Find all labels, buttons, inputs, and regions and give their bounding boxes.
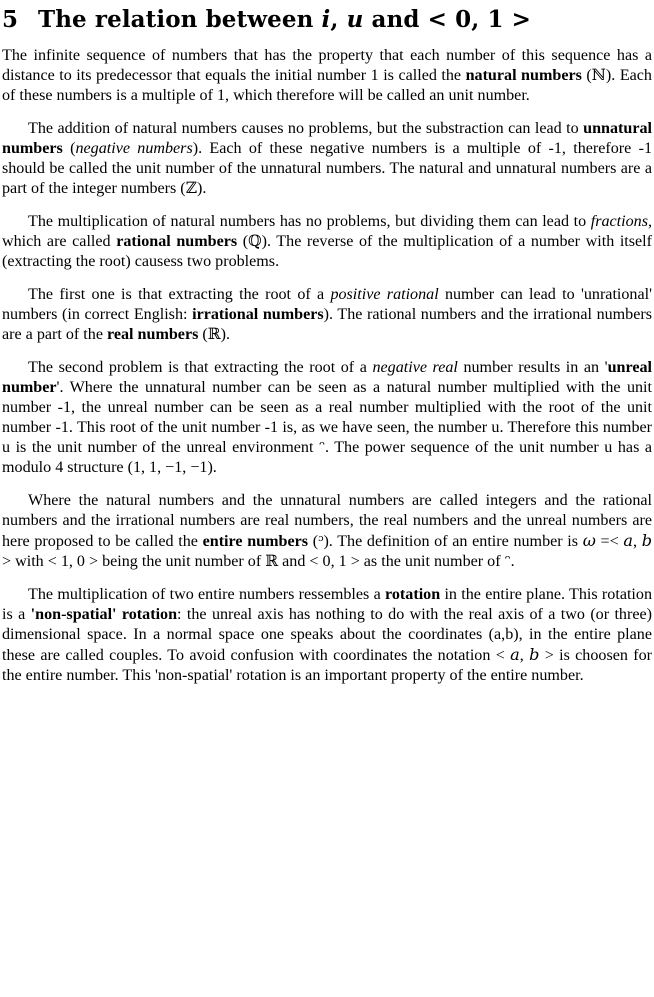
emphasis-bold: unreal number: [2, 359, 652, 397]
blackboard-symbol: ℝ: [265, 552, 279, 571]
blackboard-symbol: ᵔ: [318, 438, 325, 457]
text-run: The second problem is that extracting the root of a: [28, 359, 373, 376]
math-symbol: a: [510, 645, 520, 665]
text-run: ). Each of these numbers is a multiple of 1, which therefore will be called an unit number.: [2, 66, 652, 104]
text-run: > is choosen for the entire number. This 'non-spatial' rotation is an important property of the entire number.: [2, 647, 652, 685]
blackboard-symbol: ℕ: [591, 65, 606, 84]
blackboard-symbol: ℝ: [207, 324, 221, 343]
paragraph: [2, 212, 652, 272]
text-run: number can lead to 'unrational' numbers (in correct English:: [2, 285, 652, 323]
emphasis-italic: positive rational: [330, 285, 439, 303]
section-number: 5: [2, 6, 19, 33]
text-run: . The power sequence of the unit number u has a modulo 4 structure (1, 1, −1, −1).: [2, 439, 652, 477]
text-run: The multiplication of natural numbers has no problems, but dividing them can lead to: [28, 212, 591, 230]
text-run: Where the natural numbers and the unnatural numbers are called integers and the rational numbers and the irrational numbers are real numbers, the real numbers and the unreal numbers are here proposed to be called the: [2, 492, 652, 551]
blackboard-symbol: ℤ: [185, 178, 197, 197]
text-run: The multiplication of two entire numbers ressembles a: [28, 586, 386, 604]
emphasis-bold: irrational numbers: [192, 305, 324, 323]
text-run: ).: [197, 179, 207, 197]
blackboard-symbol: ℚ: [248, 231, 262, 250]
text-run: ). The reverse of the multiplication of a number with itself (extracting the root) causess two problems.: [2, 232, 653, 270]
paragraph: [2, 358, 652, 478]
text-run: ,: [632, 533, 642, 551]
emphasis-bold: real numbers: [107, 325, 199, 343]
section-title-pre: The relation between: [38, 6, 322, 33]
emphasis-bold: natural numbers: [465, 66, 582, 84]
section-heading: [2, 0, 652, 36]
emphasis-bold: rotation: [385, 586, 441, 604]
blackboard-symbol: ᵓ: [318, 532, 324, 551]
body-text: [2, 46, 652, 687]
paragraph: [2, 46, 652, 106]
paragraph: [2, 491, 652, 572]
section-title-comma: ,: [330, 6, 347, 33]
text-run: number results in an ': [457, 359, 608, 376]
paragraph: [2, 119, 652, 199]
emphasis-bold: unnatural numbers: [2, 119, 652, 157]
text-run: ). The rational numbers and the irrational numbers are a part of the: [2, 305, 652, 343]
text-run: ,: [519, 647, 530, 665]
text-run: : the unreal axis has nothing to do with the real axis of a two (or three) dimensional space. In a normal space one speaks about the coordinates (a,b), in the entire plane these are called couples. To avoid confusion with coordinates the notation <: [2, 606, 652, 665]
math-symbol: ω: [582, 531, 596, 551]
text-run: '. Where the unnatural number can be seen as a natural number multiplied with the unit number -1, the unreal number can be seen as a real number multiplied with the root of the unit number -1. This root of the unit number -1 is, as we have seen, the number u. Therefore this number u is the unit number of the unreal environment: [2, 379, 652, 457]
math-symbol: b: [641, 531, 653, 551]
section-title-var-i: i: [321, 6, 331, 33]
text-run: , which are called: [2, 212, 652, 250]
text-run: (: [62, 139, 76, 157]
emphasis-bold: entire numbers: [202, 533, 309, 551]
section-title-var-u: u: [346, 6, 364, 33]
text-run: ). Each of these negative numbers is a multiple of -1, therefore -1 should be called the unit number of the unnatural numbers. The natural and unnatural numbers are a part of the integer numbers (: [2, 139, 653, 197]
text-run: The first one is that extracting the root of a: [28, 285, 331, 303]
text-run: in the entire plane. This rotation is a: [2, 586, 652, 624]
text-run: (: [581, 66, 592, 84]
emphasis-bold: rational numbers: [116, 232, 238, 250]
text-run: ).: [220, 325, 231, 343]
text-run: (: [308, 533, 319, 551]
text-run: =<: [595, 533, 624, 551]
emphasis-italic: fractions: [590, 212, 648, 230]
text-run: > with < 1, 0 > being the unit number of: [2, 553, 266, 571]
emphasis-italic: negative numbers: [75, 139, 193, 157]
paragraph: [2, 585, 652, 686]
text-run: The addition of natural numbers causes no problems, but the substraction can lead to: [28, 119, 584, 137]
text-run: ). The definition of an entire number is: [323, 533, 583, 551]
emphasis-bold: 'non-spatial' rotation: [30, 606, 178, 624]
text-run: The infinite sequence of numbers that has the property that each number of this sequence has a distance to its predecessor that equals the initial number 1 is called the: [2, 46, 652, 84]
text-run: and < 0, 1 > as the unit number of: [278, 553, 505, 571]
emphasis-italic: negative real: [372, 359, 458, 376]
text-run: (: [237, 232, 249, 250]
math-symbol: a: [623, 531, 633, 551]
section-title-and: and: [363, 6, 428, 33]
section-title-interval: < 0, 1 >: [427, 6, 532, 33]
blackboard-symbol: ᵔ: [504, 552, 511, 571]
text-run: .: [510, 553, 515, 571]
text-run: (: [198, 325, 208, 343]
paragraph: [2, 285, 652, 345]
math-symbol: b: [529, 645, 540, 665]
